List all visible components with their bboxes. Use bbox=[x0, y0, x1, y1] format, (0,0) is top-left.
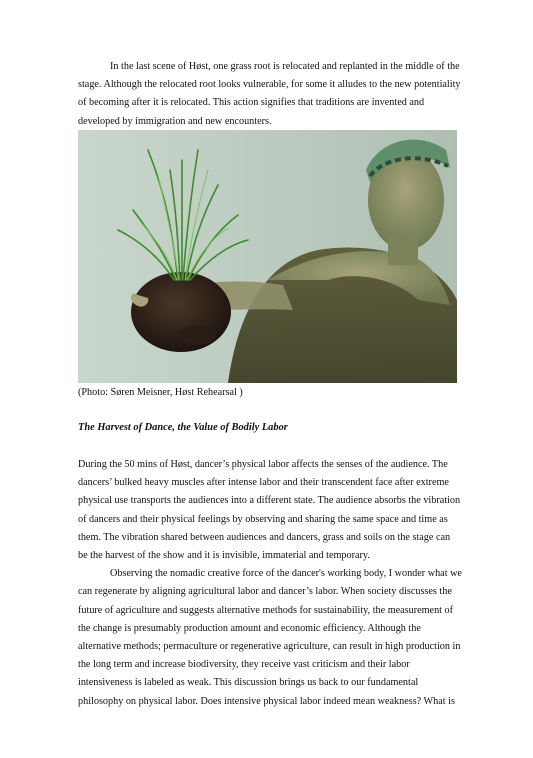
paragraph-intro bbox=[78, 58, 462, 131]
section-heading: The Harvest of Dance, the Value of Bodily Labor bbox=[78, 422, 288, 433]
paragraph-text: Observing the nomadic creative force of the dancer's working body, I wonder what we can regenerate by aligning agricultural labor and dancer’s labor. When society discusses the future of agriculture and suggests alternative methods for sustainability, the measurement of the change is presumably production amount and economic efficiency. Although the alternative methods; permaculture or regenerative agriculture, can result in high production in the long term and increase biodiversity, they receive vast criticism and their labor intensiveness is labeled as weak. This discussion brings us back to our fundamental philosophy on physical labor. Does intensive physical labor indeed mean weakness? What is bbox=[78, 568, 462, 707]
dancer-photo bbox=[78, 130, 457, 383]
photo-caption: (Photo: Søren Meisner, Høst Rehearsal ) bbox=[78, 387, 243, 398]
section-body bbox=[78, 456, 462, 711]
paragraph-text: In the last scene of Høst, one grass root is relocated and replanted in the middle of the stage. Although the relocated root looks vulnerable, for some it alludes to the new potentiality of becoming after it is relocated. This action signifies that traditions are invented and developed by immigration and new encounters. bbox=[78, 61, 461, 127]
paragraph-text: During the 50 mins of Høst, dancer’s physical labor affects the senses of the audience. The dancers’ bulked heavy muscles after intense labor and their transcendent face after extreme physical use transports the audiences into a different state. The audience absorbs the vibration of dancers and their physical feelings by observing and sharing the same space and time as them. The vibration shared between audiences and dancers, grass and soils on the stage can be the harvest of the show and it is invisible, immaterial and temporary. bbox=[78, 459, 461, 562]
